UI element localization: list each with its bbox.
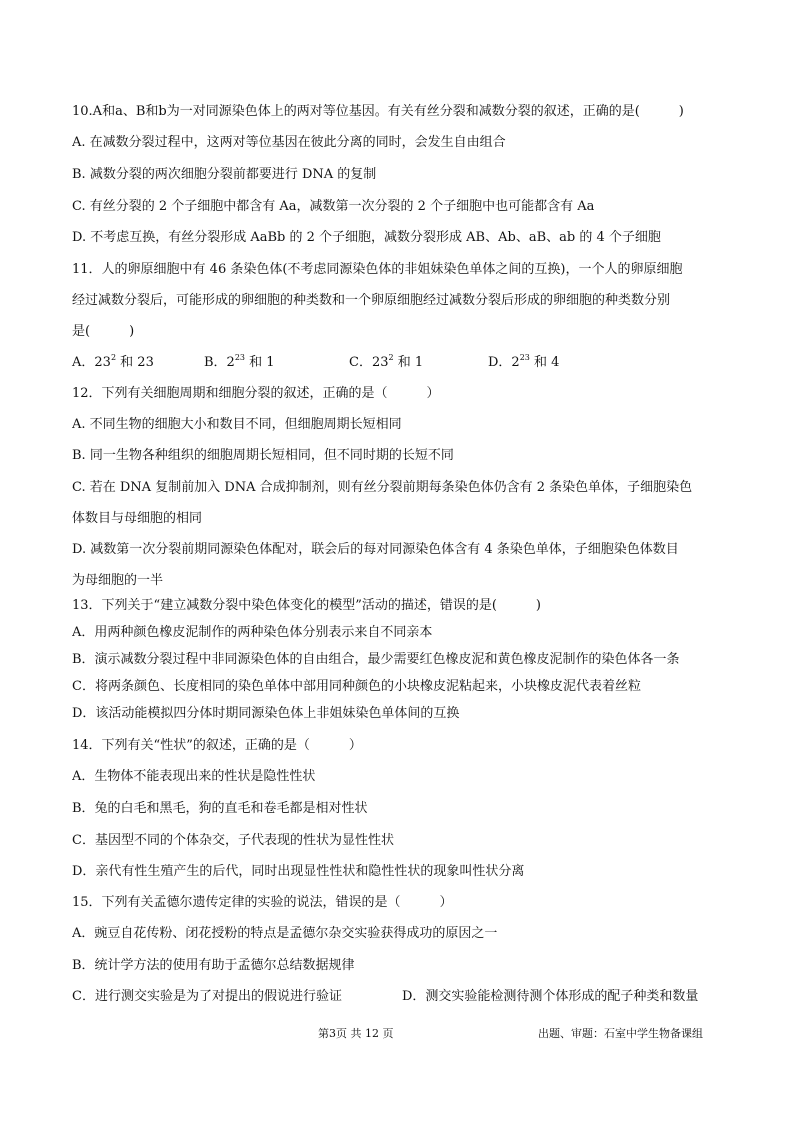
q12-option-d-line-1: D. 减数第一次分裂前期同源染色体配对，联会后的每对同源染色体含有 4 条染色单体，子细胞染色体数目 <box>72 542 679 557</box>
q11-c-suffix: 和 1 <box>393 355 424 370</box>
q15-option-b: B．统计学方法的使用有助于孟德尔总结数据规律 <box>72 958 355 973</box>
q13-option-b: B．演示减数分裂过程中非同源染色体的自由组合，最少需要红色橡皮泥和黄色橡皮泥制作的染色体各一条 <box>72 652 680 667</box>
q11-option-d <box>488 354 559 372</box>
q15-option-c: C．进行测交实验是为了对提出的假说进行验证 <box>72 989 342 1004</box>
q13-stem: 13．下列关于“建立减数分裂中染色体变化的模型”活动的描述，错误的是( ) <box>72 598 541 613</box>
q14-option-d: D．亲代有性生殖产生的后代，同时出现显性性状和隐性性状的现象叫性状分离 <box>72 864 525 879</box>
q11-a-exponent: 2 <box>110 353 117 362</box>
q11-option-c <box>349 354 423 372</box>
q12-option-d-line-2: 为母细胞的一半 <box>72 573 164 588</box>
q11-stem-line-1: 11．人的卵原细胞中有 46 条染色体(不考虑同源染色体的非姐妹染色单体之间的互换)，一个人的卵原细胞 <box>72 262 683 277</box>
q11-d-suffix: 和 4 <box>529 355 560 370</box>
q13-option-a: A．用两种颜色橡皮泥制作的两种染色体分别表示来自不同亲本 <box>72 625 433 640</box>
q10-option-a: A. 在减数分裂过程中，这两对等位基因在彼此分离的同时，会发生自由组合 <box>72 135 506 150</box>
q12-option-c-line-1: C. 若在 DNA 复制前加入 DNA 合成抑制剂，则有丝分裂前期每条染色体仍含有 2 条染色单体，子细胞染色 <box>72 480 693 495</box>
q11-d-exponent: 23 <box>519 353 530 362</box>
q14-stem: 14．下列有关“性状”的叙述，正确的是（ ） <box>72 738 362 753</box>
footer-credit: 出题、审题：石室中学生物备课组 <box>538 1027 703 1040</box>
q11-a-suffix: 和 23 <box>116 355 154 370</box>
q11-a-base: A．23 <box>72 355 111 370</box>
q10-option-b: B. 减数分裂的两次细胞分裂前都要进行 DNA 的复制 <box>72 167 377 182</box>
q13-option-d: D．该活动能模拟四分体时期同源染色体上非姐妹染色单体间的互换 <box>72 706 460 721</box>
q10-option-d: D. 不考虑互换，有丝分裂形成 AaBb 的 2 个子细胞，减数分裂形成 AB、Ab、aB、ab 的 4 个子细胞 <box>72 230 661 245</box>
q13-option-c: C．将两条颜色、长度相同的染色单体中部用同种颜色的小块橡皮泥粘起来，小块橡皮泥代表着丝粒 <box>72 679 641 694</box>
q12-stem: 12．下列有关细胞周期和细胞分裂的叙述，正确的是（ ） <box>72 386 440 401</box>
page-number: 第3页 共 12 页 <box>318 1027 394 1040</box>
q11-b-base: B．2 <box>204 355 235 370</box>
q11-b-suffix: 和 1 <box>245 355 275 370</box>
q10-option-c: C. 有丝分裂的 2 个子细胞中都含有 Aa，减数第一次分裂的 2 个子细胞中也可能都含有 Aa <box>72 199 595 214</box>
q14-option-c: C．基因型不同的个体杂交，子代表现的性状为显性性状 <box>72 833 394 848</box>
q15-option-d: D．测交实验能检测待测个体形成的配子种类和数量 <box>402 989 699 1004</box>
q11-c-exponent: 2 <box>388 353 394 362</box>
q11-stem-line-3: 是( ) <box>72 324 135 339</box>
q11-b-exponent: 23 <box>234 353 246 362</box>
q11-d-base: D．2 <box>488 355 520 370</box>
q11-option-a <box>72 354 154 372</box>
q10-stem: 10.A和a、B和b为一对同源染色体上的两对等位基因。有关有丝分裂和减数分裂的叙述，正确的是( ) <box>72 104 684 119</box>
q12-option-a: A. 不同生物的细胞大小和数目不同，但细胞周期长短相同 <box>72 417 402 432</box>
q12-option-c-line-2: 体数目与母细胞的相同 <box>72 511 203 526</box>
q11-option-b <box>204 354 275 372</box>
q14-option-a: A．生物体不能表现出来的性状是隐性性状 <box>72 769 316 784</box>
q11-stem-line-2: 经过减数分裂后，可能形成的卵细胞的种类数和一个卵原细胞经过减数分裂后形成的卵细胞的种类数分别 <box>72 293 671 308</box>
q15-option-a: A．豌豆自花传粉、闭花授粉的特点是孟德尔杂交实验获得成功的原因之一 <box>72 926 498 941</box>
q14-option-b: B．兔的白毛和黑毛，狗的直毛和卷毛都是相对性状 <box>72 801 368 816</box>
q12-option-b: B. 同一生物各种组织的细胞周期长短相同，但不同时期的长短不同 <box>72 448 454 463</box>
q11-c-base: C．23 <box>349 355 389 370</box>
q15-stem: 15．下列有关孟德尔遗传定律的实验的说法，错误的是（ ） <box>72 895 453 910</box>
